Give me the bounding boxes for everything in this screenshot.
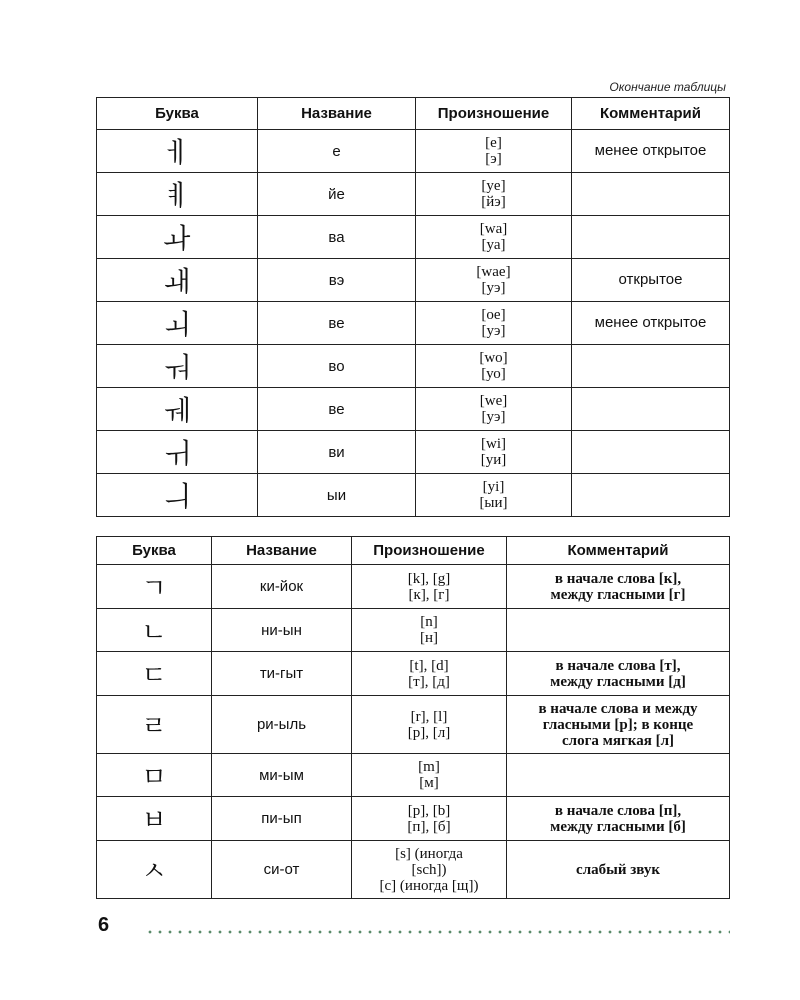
pronunciation-cyrillic: [уи]: [480, 452, 507, 468]
name-cell: си-от: [212, 841, 352, 899]
pronunciation-cell: [352, 797, 507, 841]
pronunciation-cell: [352, 652, 507, 696]
comment-line: между гласными [б]: [550, 818, 686, 835]
name-cell: вэ: [258, 259, 416, 302]
name-cell: ва: [258, 216, 416, 259]
comment-line: между гласными [г]: [550, 586, 686, 603]
pronunciation-line: [t], [d]: [409, 657, 449, 674]
name-cell: ыи: [258, 474, 416, 517]
table-row: [97, 388, 730, 431]
table-row: [97, 345, 730, 388]
pronunciation-cell: [352, 841, 507, 899]
pronunciation-cell: [416, 474, 572, 517]
name-cell: ви: [258, 431, 416, 474]
footer-dotted-rule: [145, 930, 730, 934]
pronunciation-latin: [yi]: [482, 479, 505, 495]
table-continuation-caption: Окончание таблицы: [609, 80, 726, 94]
table-row: [97, 474, 730, 517]
header-comment: Комментарий: [507, 537, 730, 565]
letter-cell: ㄴ: [97, 609, 212, 652]
table-row: [97, 431, 730, 474]
comment-cell: [507, 754, 730, 797]
header-letter: Буква: [97, 98, 258, 130]
pronunciation-line: [т], [д]: [408, 673, 450, 690]
comment-line: в начале слова [к],: [554, 570, 682, 587]
pronunciation-cell: [352, 565, 507, 609]
letter-cell: ㅂ: [97, 797, 212, 841]
header-letter: Буква: [97, 537, 212, 565]
name-cell: ки-йок: [212, 565, 352, 609]
name-cell: йе: [258, 173, 416, 216]
pronunciation-cell: [416, 345, 572, 388]
comment-cell: [507, 609, 730, 652]
letter-cell: ㅟ: [97, 431, 258, 474]
letter-cell: ㅞ: [97, 388, 258, 431]
pronunciation-line: [н]: [419, 630, 439, 646]
comment-cell: [572, 474, 730, 517]
pronunciation-cell: [352, 754, 507, 797]
comment-line: гласными [р]; в конце: [542, 716, 694, 733]
table-row: [97, 216, 730, 259]
pronunciation-latin: [oe]: [481, 307, 506, 323]
pronunciation-line: [с] (иногда [щ]): [379, 877, 479, 894]
name-cell: ри-ыль: [212, 696, 352, 754]
table-row: [97, 565, 730, 609]
pronunciation-cell: [352, 609, 507, 652]
letter-cell: ㄷ: [97, 652, 212, 696]
header-name: Название: [258, 98, 416, 130]
pronunciation-cell: [352, 696, 507, 754]
pronunciation-cell: [416, 216, 572, 259]
pronunciation-latin: [ye]: [481, 178, 506, 194]
pronunciation-latin: [wi]: [481, 436, 506, 452]
pronunciation-line: [n]: [420, 614, 438, 630]
table-row: [97, 609, 730, 652]
name-cell: ми-ым: [212, 754, 352, 797]
comment-line: слога мягкая [л]: [562, 732, 674, 749]
table-row: [97, 797, 730, 841]
letter-cell: ㅅ: [97, 841, 212, 899]
comment-line: в начале слова и между: [538, 700, 698, 717]
pronunciation-cyrillic: [ыи]: [479, 495, 508, 511]
pronunciation-line: [m]: [418, 759, 440, 775]
pronunciation-cyrillic: [йэ]: [481, 194, 506, 210]
vowels-table: [96, 97, 730, 517]
comment-cell: [572, 431, 730, 474]
pronunciation-line: [к], [г]: [408, 586, 450, 603]
table-row: [97, 130, 730, 173]
pronunciation-cyrillic: [уэ]: [481, 409, 506, 425]
comment-line: слабый звук: [576, 861, 660, 878]
pronunciation-cell: [416, 130, 572, 173]
letter-cell: ㅖ: [97, 173, 258, 216]
comment-line: в начале слова [т],: [555, 657, 681, 674]
comment-cell: открытое: [572, 259, 730, 302]
table-row: [97, 754, 730, 797]
comment-line: в начале слова [п],: [554, 802, 682, 819]
letter-cell: ㄹ: [97, 696, 212, 754]
pronunciation-cell: [416, 173, 572, 216]
pronunciation-cyrillic: [уэ]: [481, 280, 506, 296]
comment-line: между гласными [д]: [550, 673, 686, 690]
name-cell: е: [258, 130, 416, 173]
comment-cell: [572, 388, 730, 431]
table-header-row: [97, 98, 730, 130]
pronunciation-line: [р], [л]: [407, 724, 451, 741]
header-pronunciation: Произношение: [352, 537, 507, 565]
pronunciation-cell: [416, 431, 572, 474]
letter-cell: ㅔ: [97, 130, 258, 173]
table-row: [97, 173, 730, 216]
comment-cell: [572, 345, 730, 388]
pronunciation-line: [k], [g]: [407, 570, 451, 587]
table-row: [97, 696, 730, 754]
comment-cell: менее открытое: [572, 302, 730, 345]
table-row: [97, 652, 730, 696]
pronunciation-line: [r], [l]: [410, 708, 448, 725]
comment-cell: [507, 797, 730, 841]
page-number: 6: [98, 914, 110, 936]
comment-cell: [507, 841, 730, 899]
name-cell: пи-ып: [212, 797, 352, 841]
pronunciation-latin: [e]: [485, 135, 502, 151]
comment-cell: менее открытое: [572, 130, 730, 173]
table-header-row: [97, 537, 730, 565]
pronunciation-line: [p], [b]: [407, 802, 451, 819]
pronunciation-line: [п], [б]: [407, 818, 451, 835]
pronunciation-cell: [416, 388, 572, 431]
pronunciation-cyrillic: [уо]: [481, 366, 506, 382]
comment-cell: [572, 216, 730, 259]
consonants-table: [96, 536, 730, 899]
comment-cell: [507, 696, 730, 754]
table-row: [97, 259, 730, 302]
pronunciation-cyrillic: [уа]: [481, 237, 506, 253]
pronunciation-latin: [wae]: [476, 264, 511, 280]
pronunciation-cyrillic: [э]: [485, 151, 502, 167]
pronunciation-line: [sch]): [411, 861, 447, 878]
letter-cell: ㅙ: [97, 259, 258, 302]
pronunciation-latin: [wa]: [479, 221, 508, 237]
header-pronunciation: Произношение: [416, 98, 572, 130]
letter-cell: ㅢ: [97, 474, 258, 517]
table-row: [97, 302, 730, 345]
name-cell: во: [258, 345, 416, 388]
header-comment: Комментарий: [572, 98, 730, 130]
table-row: [97, 841, 730, 899]
pronunciation-cell: [416, 302, 572, 345]
name-cell: ти-гыт: [212, 652, 352, 696]
header-name: Название: [212, 537, 352, 565]
letter-cell: ㅚ: [97, 302, 258, 345]
comment-cell: [572, 173, 730, 216]
name-cell: ве: [258, 302, 416, 345]
letter-cell: ㄱ: [97, 565, 212, 609]
comment-cell: [507, 652, 730, 696]
letter-cell: ㅝ: [97, 345, 258, 388]
name-cell: ве: [258, 388, 416, 431]
pronunciation-cell: [416, 259, 572, 302]
letter-cell: ㅁ: [97, 754, 212, 797]
pronunciation-latin: [wo]: [479, 350, 508, 366]
letter-cell: ㅘ: [97, 216, 258, 259]
pronunciation-line: [s] (иногда: [395, 845, 463, 862]
pronunciation-latin: [we]: [479, 393, 508, 409]
name-cell: ни-ын: [212, 609, 352, 652]
pronunciation-line: [м]: [419, 775, 439, 791]
pronunciation-cyrillic: [уэ]: [481, 323, 506, 339]
comment-cell: [507, 565, 730, 609]
